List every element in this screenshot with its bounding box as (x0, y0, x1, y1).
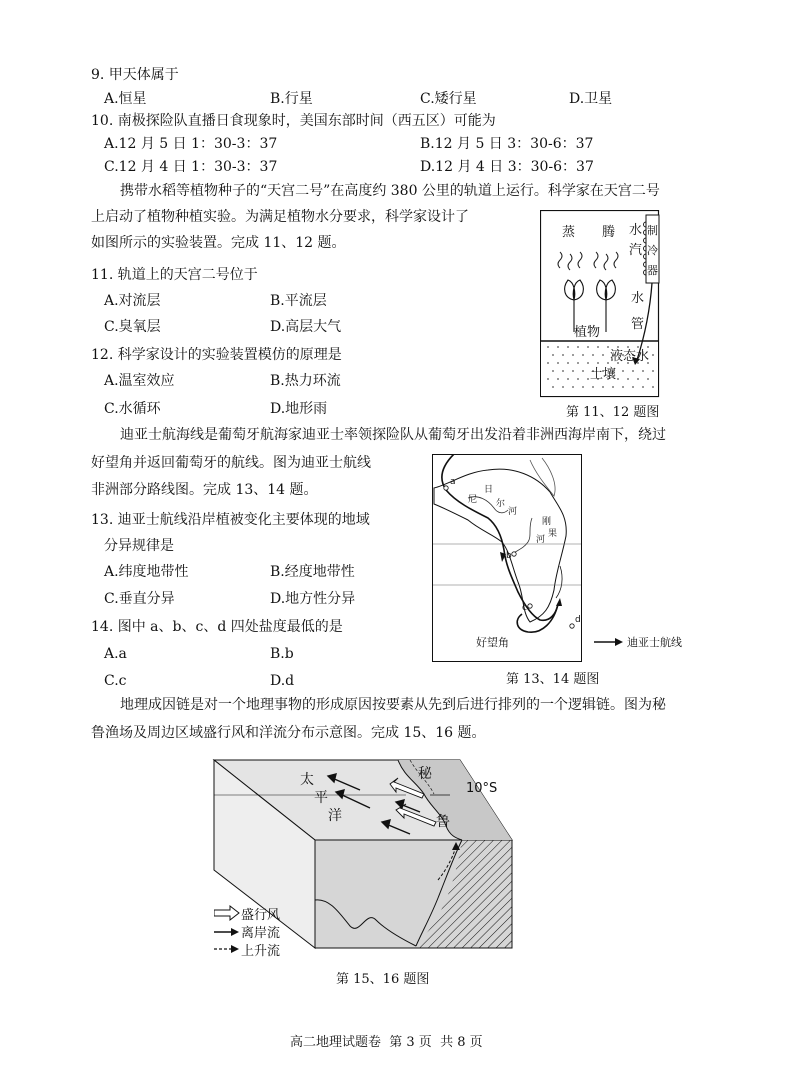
q13-option-d: D.地方性分异 (270, 591, 356, 607)
fig1516-label-mi: 秘 (418, 766, 432, 782)
fig1112-label-shui: 水 (629, 223, 643, 238)
q14-stem: 14. 图中 a、b、c、d 四处盐度最低的是 (91, 619, 343, 635)
q10-option-c: C.12 月 4 日 1：30-3：37 (104, 159, 278, 175)
fig1516-legend-offshore: 离岸流 (241, 926, 281, 941)
q12-option-d: D.地形雨 (270, 401, 328, 417)
q14-option-b: B.b (270, 646, 294, 662)
fig1516-legend-symbols (214, 902, 240, 956)
fig1112-label-qi2: 器 (647, 264, 658, 277)
q12-option-a: A.温室效应 (104, 373, 175, 389)
p1112-line2: 上启动了植物种植实验。为满足植物水分要求，科学家设计了 (91, 209, 469, 225)
q9-stem: 9. 甲天体属于 (91, 67, 179, 83)
q11-option-d: D.高层大气 (270, 319, 342, 335)
fig1516-caption: 第 15、16 题图 (336, 972, 430, 987)
q14-option-c: C.c (104, 673, 127, 689)
q10-option-d: D.12 月 4 日 3：30-6：37 (420, 159, 594, 175)
fig1314-caption: 第 13、14 题图 (506, 672, 600, 687)
p1314-line2: 好望角并返回葡萄牙的航线。图为迪亚士航线 (91, 455, 371, 471)
fig1314-label-er: 尔 (496, 499, 506, 509)
fig1314-legend-label: 迪亚士航线 (627, 636, 682, 649)
fig1112-label-leng: 冷 (647, 244, 658, 257)
fig1314-point-b: b (506, 551, 512, 561)
fig1112-label-yetaishui: 液态水 (610, 349, 650, 364)
fig1314-point-a: a (450, 477, 456, 487)
q9-option-b: B.行星 (270, 91, 313, 107)
fig1112-label-guan: 管 (631, 317, 645, 332)
fig1516-label-tai: 太 (300, 772, 314, 788)
p1112-line1: 携带水稻等植物种子的“天宫二号”在高度约 380 公里的轨道上运行。科学家在天宫二号 (120, 183, 660, 199)
q13-stem-line2: 分异规律是 (104, 538, 174, 554)
q12-option-b: B.热力环流 (270, 373, 341, 389)
fig1314-label-guo: 果 (548, 529, 558, 539)
fig1516-legend-wind: 盛行风 (241, 908, 281, 923)
q10-option-b: B.12 月 5 日 3：30-6：37 (420, 136, 594, 152)
page-footer: 高二地理试题卷 第 3 页 共 8 页 (290, 1035, 483, 1050)
fig1314-label-he: 河 (508, 507, 518, 517)
fig1112-caption: 第 11、12 题图 (566, 405, 660, 420)
fig1314-label-he2: 河 (536, 535, 546, 545)
q9-option-c: C.矮行星 (420, 91, 477, 107)
fig1314-map (432, 454, 582, 662)
fig1314-point-d: d (575, 615, 581, 625)
q10-stem: 10. 南极探险队直播日食现象时，美国东部时间（西五区）可能为 (91, 113, 496, 129)
fig1112-label-zheng: 蒸 (562, 225, 576, 240)
q12-stem: 12. 科学家设计的实验装置模仿的原理是 (91, 347, 342, 363)
p1112-line3: 如图所示的实验装置。完成 11、12 题。 (91, 235, 346, 251)
fig1112-label-turang: 土壤 (590, 367, 617, 382)
fig1314-label-cape: 好望角 (476, 636, 509, 649)
q10-option-a: A.12 月 5 日 1：30-3：37 (104, 136, 278, 152)
fig1516-label-lat: 10°S (466, 781, 498, 796)
p1516-line2: 鲁渔场及周边区域盛行风和洋流分布示意图。完成 15、16 题。 (91, 725, 486, 741)
q13-option-c: C.垂直分异 (104, 591, 175, 607)
q11-option-c: C.臭氧层 (104, 319, 161, 335)
q9-option-a: A.恒星 (104, 91, 147, 107)
q14-option-d: D.d (270, 673, 295, 689)
fig1516-legend-upwelling: 上升流 (241, 944, 281, 959)
q14-option-a: A.a (104, 646, 127, 662)
fig1516-label-ping: 平 (314, 790, 328, 806)
fig1112-label-qi: 汽 (629, 243, 643, 258)
fig1516-label-yang: 洋 (328, 808, 342, 824)
q13-option-b: B.经度地带性 (270, 564, 355, 580)
fig1516-label-lu: 鲁 (436, 814, 450, 830)
fig1314-label-gang: 刚 (542, 517, 552, 527)
q12-option-c: C.水循环 (104, 401, 161, 417)
fig1112-label-zhi: 制 (647, 224, 658, 237)
fig1314-label-ni: 尼 (468, 495, 478, 505)
q13-option-a: A.纬度地带性 (104, 564, 189, 580)
q9-option-d: D.卫星 (569, 91, 613, 107)
p1516-line1: 地理成因链是对一个地理事物的形成原因按要素从先到后进行排列的一个逻辑链。图为秘 (120, 697, 666, 713)
q11-option-b: B.平流层 (270, 293, 327, 309)
p1314-line1: 迪亚士航海线是葡萄牙航海家迪亚士率领探险队从葡萄牙出发沿着非洲西海岸南下，绕过 (120, 427, 666, 443)
fig1314-point-c: c (522, 603, 527, 613)
fig1112-diagram (540, 210, 662, 398)
q11-option-a: A.对流层 (104, 293, 161, 309)
fig1112-label-zhiwu: 植物 (574, 325, 601, 340)
fig1112-label-teng: 腾 (602, 225, 616, 240)
fig1314-label-ri: 日 (484, 485, 494, 495)
fig1314-legend-arrow (594, 636, 624, 648)
p1314-line3: 非洲部分路线图。完成 13、14 题。 (91, 482, 318, 498)
fig1112-label-shui2: 水 (631, 291, 645, 306)
q11-stem: 11. 轨道上的天宫二号位于 (91, 267, 258, 283)
q13-stem-line1: 13. 迪亚士航线沿岸植被变化主要体现的地域 (91, 512, 370, 528)
